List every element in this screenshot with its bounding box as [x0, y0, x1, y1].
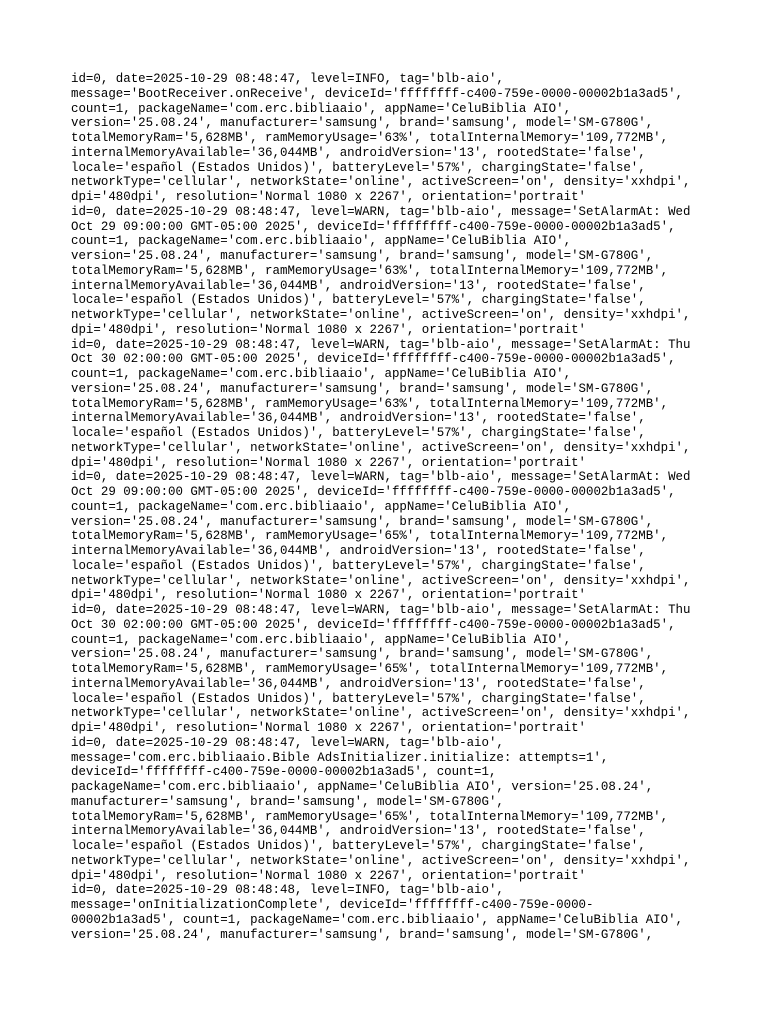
log-line: Oct 30 02:00:00 GMT-05:00 2025', deviceId='ffffffff-c400-759e-0000-00002b1a3ad5', [71, 352, 676, 367]
log-line: internalMemoryAvailable='36,044MB', androidVersion='13', rootedState='false', [71, 676, 646, 691]
log-line: version='25.08.24', manufacturer='samsung', brand='samsung', model='SM-G780G', [71, 381, 654, 396]
log-line: internalMemoryAvailable='36,044MB', androidVersion='13', rootedState='false', [71, 544, 646, 558]
log-line: message='onInitializationComplete', deviceId='ffffffff-c400-759e-0000- [71, 898, 594, 912]
log-line: id=0, date=2025-10-29 08:48:47, level=WARN, tag='blb-aio', message='SetAlarmAt: Wed [71, 204, 691, 219]
log-line: dpi='480dpi', resolution='Normal 1080 x 2267', orientation='portrait' [71, 721, 586, 735]
log-line: count=1, packageName='com.erc.bibliaaio', appName='CeluBiblia AIO', [71, 234, 572, 249]
log-line: Oct 29 09:00:00 GMT-05:00 2025', deviceId='ffffffff-c400-759e-0000-00002b1a3ad5', [71, 485, 676, 499]
log-line: totalMemoryRam='5,628MB', ramMemoryUsage='63%', totalInternalMemory='109,772MB', [71, 396, 669, 411]
log-line: id=0, date=2025-10-29 08:48:48, level=INFO, tag='blb-aio', [71, 883, 504, 898]
log-line: id=0, date=2025-10-29 08:48:47, level=INFO, tag='blb-aio', [71, 72, 504, 86]
log-line: locale='español (Estados Unidos)', batteryLevel='57%', chargingState='false', [71, 691, 646, 706]
log-line: locale='español (Estados Unidos)', batteryLevel='57%', chargingState='false', [71, 839, 646, 853]
log-line: networkType='cellular', networkState='online', activeScreen='on', density='xxhdpi', [71, 573, 691, 588]
log-line: networkType='cellular', networkState='online', activeScreen='on', density='xxhdpi', [71, 706, 691, 721]
log-line: packageName='com.erc.bibliaaio', appName='CeluBiblia AIO', version='25.08.24', [71, 780, 654, 794]
log-line: count=1, packageName='com.erc.bibliaaio', appName='CeluBiblia AIO', [71, 499, 572, 514]
log-line: id=0, date=2025-10-29 08:48:47, level=WARN, tag='blb-aio', message='SetAlarmAt: Wed [71, 470, 691, 485]
log-line: networkType='cellular', networkState='online', activeScreen='on', density='xxhdpi', [71, 175, 691, 190]
log-line: id=0, date=2025-10-29 08:48:47, level=WARN, tag='blb-aio', message='SetAlarmAt: Thu [71, 603, 691, 617]
log-line: totalMemoryRam='5,628MB', ramMemoryUsage='63%', totalInternalMemory='109,772MB', [71, 263, 669, 278]
log-line: networkType='cellular', networkState='online', activeScreen='on', density='xxhdpi', [71, 853, 691, 868]
log-line: networkType='cellular', networkState='online', activeScreen='on', density='xxhdpi', [71, 308, 691, 322]
log-line: locale='español (Estados Unidos)', batteryLevel='57%', chargingState='false', [71, 558, 646, 573]
log-line: version='25.08.24', manufacturer='samsung', brand='samsung', model='SM-G780G', [71, 927, 654, 942]
log-line: dpi='480dpi', resolution='Normal 1080 x 2267', orientation='portrait' [71, 588, 586, 603]
log-line: totalMemoryRam='5,628MB', ramMemoryUsage='65%', totalInternalMemory='109,772MB', [71, 662, 669, 676]
log-line: version='25.08.24', manufacturer='samsung', brand='samsung', model='SM-G780G', [71, 116, 654, 131]
log-line: internalMemoryAvailable='36,044MB', androidVersion='13', rootedState='false', [71, 278, 646, 293]
log-line: message='com.erc.bibliaaio.Bible AdsInitializer.initialize: attempts=1', [71, 750, 609, 765]
log-line: dpi='480dpi', resolution='Normal 1080 x 2267', orientation='portrait' [71, 190, 586, 204]
log-line: deviceId='ffffffff-c400-759e-0000-00002b1a3ad5', count=1, [71, 765, 497, 780]
log-line: version='25.08.24', manufacturer='samsung', brand='samsung', model='SM-G780G', [71, 249, 654, 263]
log-line: totalMemoryRam='5,628MB', ramMemoryUsage='65%', totalInternalMemory='109,772MB', [71, 809, 669, 824]
log-line: internalMemoryAvailable='36,044MB', androidVersion='13', rootedState='false', [71, 411, 646, 426]
log-line: dpi='480dpi', resolution='Normal 1080 x 2267', orientation='portrait' [71, 868, 586, 883]
log-line: id=0, date=2025-10-29 08:48:47, level=WARN, tag='blb-aio', message='SetAlarmAt: Thu [71, 337, 691, 352]
log-line: 00002b1a3ad5', count=1, packageName='com.erc.bibliaaio', appName='CeluBiblia AIO', [71, 912, 684, 927]
log-line: count=1, packageName='com.erc.bibliaaio', appName='CeluBiblia AIO', [71, 101, 572, 116]
log-line: totalMemoryRam='5,628MB', ramMemoryUsage='63%', totalInternalMemory='109,772MB', [71, 131, 669, 145]
log-line: manufacturer='samsung', brand='samsung', model='SM-G780G', [71, 794, 504, 809]
log-line: count=1, packageName='com.erc.bibliaaio', appName='CeluBiblia AIO', [71, 632, 572, 647]
log-line: totalMemoryRam='5,628MB', ramMemoryUsage='65%', totalInternalMemory='109,772MB', [71, 529, 669, 544]
log-line: count=1, packageName='com.erc.bibliaaio', appName='CeluBiblia AIO', [71, 367, 572, 381]
log-line: message='BootReceiver.onReceive', deviceId='ffffffff-c400-759e-0000-00002b1a3ad5', [71, 86, 684, 101]
log-line: dpi='480dpi', resolution='Normal 1080 x 2267', orientation='portrait' [71, 455, 586, 470]
log-text-block [71, 72, 711, 942]
log-line: Oct 29 09:00:00 GMT-05:00 2025', deviceId='ffffffff-c400-759e-0000-00002b1a3ad5', [71, 219, 676, 234]
log-line: internalMemoryAvailable='36,044MB', androidVersion='13', rootedState='false', [71, 824, 646, 839]
log-line: dpi='480dpi', resolution='Normal 1080 x 2267', orientation='portrait' [71, 322, 586, 337]
log-line: Oct 30 02:00:00 GMT-05:00 2025', deviceId='ffffffff-c400-759e-0000-00002b1a3ad5', [71, 617, 676, 632]
log-line: locale='español (Estados Unidos)', batteryLevel='57%', chargingState='false', [71, 426, 646, 440]
log-line: version='25.08.24', manufacturer='samsung', brand='samsung', model='SM-G780G', [71, 514, 654, 529]
log-line: internalMemoryAvailable='36,044MB', androidVersion='13', rootedState='false', [71, 145, 646, 160]
log-line: locale='español (Estados Unidos)', batteryLevel='57%', chargingState='false', [71, 293, 646, 308]
log-line: networkType='cellular', networkState='online', activeScreen='on', density='xxhdpi', [71, 440, 691, 455]
log-line: id=0, date=2025-10-29 08:48:47, level=WARN, tag='blb-aio', [71, 735, 504, 750]
log-line: version='25.08.24', manufacturer='samsung', brand='samsung', model='SM-G780G', [71, 647, 654, 662]
log-line: locale='español (Estados Unidos)', batteryLevel='57%', chargingState='false', [71, 160, 646, 175]
